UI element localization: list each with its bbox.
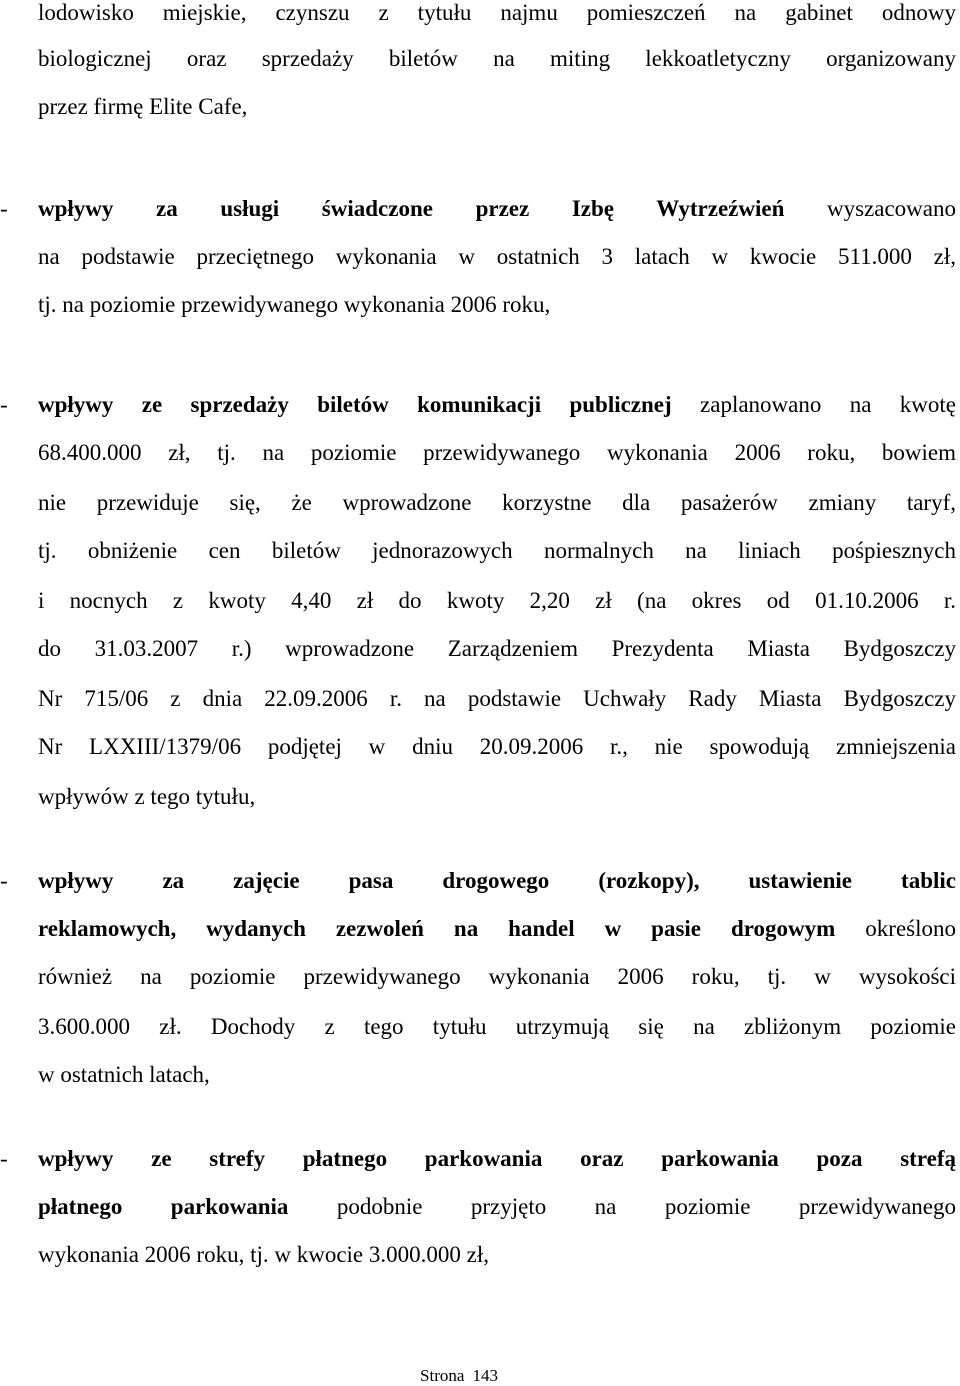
text-line xyxy=(38,636,956,662)
line-text: nie przewiduje się, że wprowadzone korzystne dla pasażerów zmiany taryf, xyxy=(38,490,956,515)
line-text: wyszacowano xyxy=(784,196,956,221)
line-text: na podstawie przeciętnego wykonania w ostatnich 3 latach w kwocie 511.000 zł, xyxy=(38,244,956,269)
text-line xyxy=(38,686,956,712)
text-line xyxy=(38,538,956,564)
line-text: przez firmę Elite Cafe, xyxy=(38,94,248,119)
text-line xyxy=(38,916,956,942)
line-text: biologicznej oraz sprzedaży biletów na miting lekkoatletyczny organizowany xyxy=(38,46,956,71)
text-line xyxy=(38,868,956,894)
text-line xyxy=(38,734,956,760)
line-text: do 31.03.2007 r.) wprowadzone Zarządzeniem Prezydenta Miasta Bydgoszczy xyxy=(38,636,956,661)
text-line xyxy=(38,490,956,516)
list-dash: - xyxy=(0,1146,8,1171)
text-line xyxy=(38,440,956,466)
list-dash: - xyxy=(0,868,8,893)
text-line xyxy=(38,196,956,222)
line-text: tj. obniżenie cen biletów jednorazowych normalnych na liniach pośpiesznych xyxy=(38,538,956,563)
text-line xyxy=(38,94,956,120)
text-line xyxy=(38,244,956,270)
line-text-bold: płatnego parkowania xyxy=(38,1194,289,1219)
text-line xyxy=(38,46,956,72)
text-line xyxy=(38,588,956,614)
line-text-bold: wpływy za zajęcie pasa drogowego (rozkopy), ustawienie tablic xyxy=(38,868,956,893)
line-text: wpływów z tego tytułu, xyxy=(38,784,256,809)
list-dash: - xyxy=(0,196,8,221)
text-line xyxy=(38,292,956,318)
line-text: również na poziomie przewidywanego wykonania 2006 roku, tj. w wysokości xyxy=(38,964,956,989)
line-text: 68.400.000 zł, tj. na poziomie przewidywanego wykonania 2006 roku, bowiem xyxy=(38,440,956,465)
text-line xyxy=(38,964,956,990)
text-line xyxy=(38,1242,956,1268)
line-text: podobnie przyjęto na poziomie przewidywanego xyxy=(288,1194,956,1219)
text-line xyxy=(38,392,956,418)
line-text: i nocnych z kwoty 4,40 zł do kwoty 2,20 zł (na okres od 01.10.2006 r. xyxy=(38,588,956,613)
line-text: lodowisko miejskie, czynszu z tytułu najmu pomieszczeń na gabinet odnowy xyxy=(38,0,956,25)
line-text: zaplanowano na kwotę xyxy=(671,392,956,417)
line-text: określono xyxy=(835,916,956,941)
line-text: Nr 715/06 z dnia 22.09.2006 r. na podstawie Uchwały Rady Miasta Bydgoszczy xyxy=(38,686,956,711)
text-line xyxy=(38,0,956,26)
page-footer xyxy=(0,1366,918,1386)
page-number: 143 xyxy=(472,1366,498,1385)
list-dash: - xyxy=(0,392,8,417)
text-line xyxy=(38,1014,956,1040)
line-text-bold: wpływy za usługi świadczone przez Izbę Wytrzeźwień xyxy=(38,196,785,221)
line-text: Nr LXXIII/1379/06 podjętej w dniu 20.09.2006 r., nie spowodują zmniejszenia xyxy=(38,734,956,759)
line-text: tj. na poziomie przewidywanego wykonania 2006 roku, xyxy=(38,292,551,317)
text-line xyxy=(38,784,956,810)
line-text-bold: reklamowych, wydanych zezwoleń na handel w pasie drogowym xyxy=(38,916,836,941)
line-text-bold: wpływy ze sprzedaży biletów komunikacji publicznej xyxy=(38,392,672,417)
line-text: 3.600.000 zł. Dochody z tego tytułu utrzymują się na zbliżonym poziomie xyxy=(38,1014,956,1039)
text-line xyxy=(38,1146,956,1172)
text-line xyxy=(38,1062,956,1088)
text-line xyxy=(38,1194,956,1220)
line-text-bold: wpływy ze strefy płatnego parkowania oraz parkowania poza strefą xyxy=(38,1146,956,1171)
line-text: w ostatnich latach, xyxy=(38,1062,210,1087)
footer-label: Strona xyxy=(420,1366,465,1385)
line-text: wykonania 2006 roku, tj. w kwocie 3.000.000 zł, xyxy=(38,1242,489,1267)
